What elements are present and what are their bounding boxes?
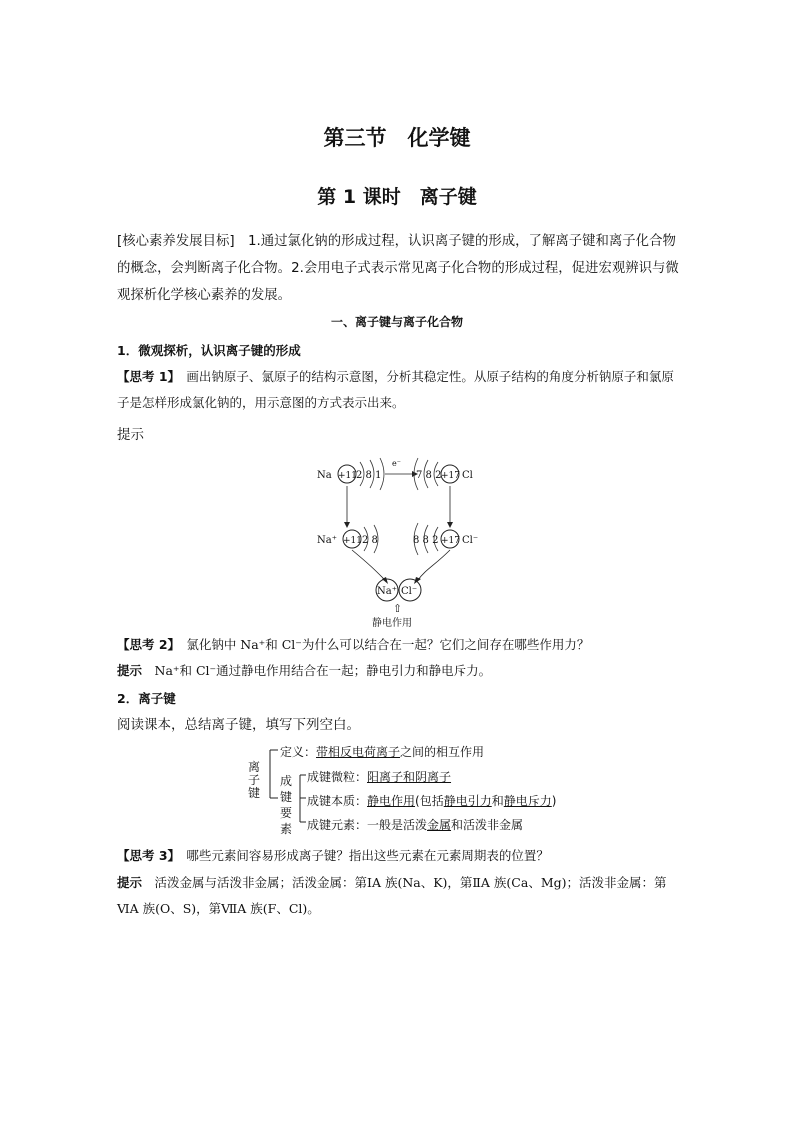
think-3-label: 【思考 3】: [117, 848, 174, 863]
tree-root-1: 离: [248, 760, 261, 774]
electrostatic-caption: 静电作用: [372, 618, 412, 629]
hint-3-label: 提示: [117, 875, 143, 890]
think-1: [117, 364, 682, 416]
page-title: 第三节 化学键: [323, 126, 471, 150]
cl-ion-shells: 8 8 2: [413, 535, 439, 546]
na-ion-nucleus: +11: [343, 536, 362, 546]
hint-2-label: 提示: [117, 663, 143, 678]
tree-essence: 成键本质：静电作用(包括静电引力和静电斥力): [307, 794, 557, 808]
ionic-bond-tree: [240, 740, 557, 840]
combined-cl: Cl⁻: [401, 586, 418, 597]
tree-group-3: 要: [280, 806, 293, 820]
cl-ion-nucleus: +17: [441, 536, 460, 546]
up-arrow: ⇧: [393, 602, 403, 615]
think-3-text: 哪些元素间容易形成离子键？指出这些元素在元素周期表的位置？: [173, 848, 549, 863]
tree-elements: 成键元素：一般是活泼金属和活泼非金属: [307, 818, 524, 832]
na-symbol: Na: [317, 470, 332, 481]
tree-group-2: 键: [280, 790, 293, 804]
hint-1-label: 提示: [117, 427, 144, 443]
nacl-formation-diagram: [300, 440, 500, 630]
cl-nucleus: +17: [441, 471, 460, 481]
na-ion-shells: 2 8: [362, 535, 378, 546]
think-1-text: 画出钠原子、氯原子的结构示意图，分析其稳定性。从原子结构的角度分析钠原子和氯原子是怎样形成氯化钠的，用示意图的方式表示出来。: [117, 369, 674, 410]
think-2-text: 氯化钠中 Na⁺和 Cl⁻为什么可以结合在一起？它们之间存在哪些作用力？: [173, 637, 590, 652]
subheading-1: 1．微观探析，认识离子键的形成: [117, 343, 301, 358]
tree-root-3: 键: [248, 786, 261, 800]
tree-definition: 定义：带相反电荷离子之间的相互作用: [280, 745, 485, 759]
tree-particles: 成键微粒：阳离子和阴离子: [307, 770, 452, 784]
na-ion-symbol: Na⁺: [317, 535, 337, 546]
na-shells: 2 8 1: [356, 470, 382, 481]
section-heading: 一、离子键与离子化合物: [330, 315, 463, 329]
tree-group-4: 素: [280, 822, 293, 836]
tree-root-2: 子: [248, 773, 261, 787]
think-2: [117, 632, 682, 658]
cl-shells: 7 8 2: [416, 470, 442, 481]
combined-na: Na⁺: [377, 586, 397, 597]
cl-symbol: Cl: [462, 470, 473, 481]
goals-label: [核心素养发展目标]: [117, 234, 235, 249]
na-nucleus: +11: [338, 471, 357, 481]
goals-text: 1.通过氯化钠的形成过程，认识离子键的形成，了解离子键和离子化合物的概念，会判断离子化合物。2.会用电子式表示常见离子化合物的形成过程，促进宏观辨识与微观探析化学核心素养的发展。: [117, 234, 679, 303]
hint-2: [117, 658, 682, 684]
hint-3-text: 活泼金属与活泼非金属；活泼金属：第ⅠA 族(Na、K)，第ⅡA 族(Ca、Mg)；活泼非金属：第ⅥA 族(O、S)，第ⅦA 族(F、Cl)。: [117, 875, 667, 916]
cl-ion-symbol: Cl⁻: [462, 535, 479, 546]
subheading-2: 2．离子键: [117, 691, 176, 706]
lesson-title: 第 1 课时 离子键: [317, 186, 477, 208]
think-1-label: 【思考 1】: [117, 369, 174, 384]
hint-2-text: Na⁺和 Cl⁻通过静电作用结合在一起；静电引力和静电斥力。: [142, 663, 492, 678]
electron-label: e⁻: [392, 459, 401, 468]
tree-group-1: 成: [280, 774, 293, 788]
think-3: [117, 843, 682, 869]
hint-3: [117, 870, 682, 922]
think-2-label: 【思考 2】: [117, 637, 174, 652]
read-instruction: 阅读课本，总结离子键，填写下列空白。: [117, 717, 360, 733]
core-goals: [117, 228, 679, 309]
